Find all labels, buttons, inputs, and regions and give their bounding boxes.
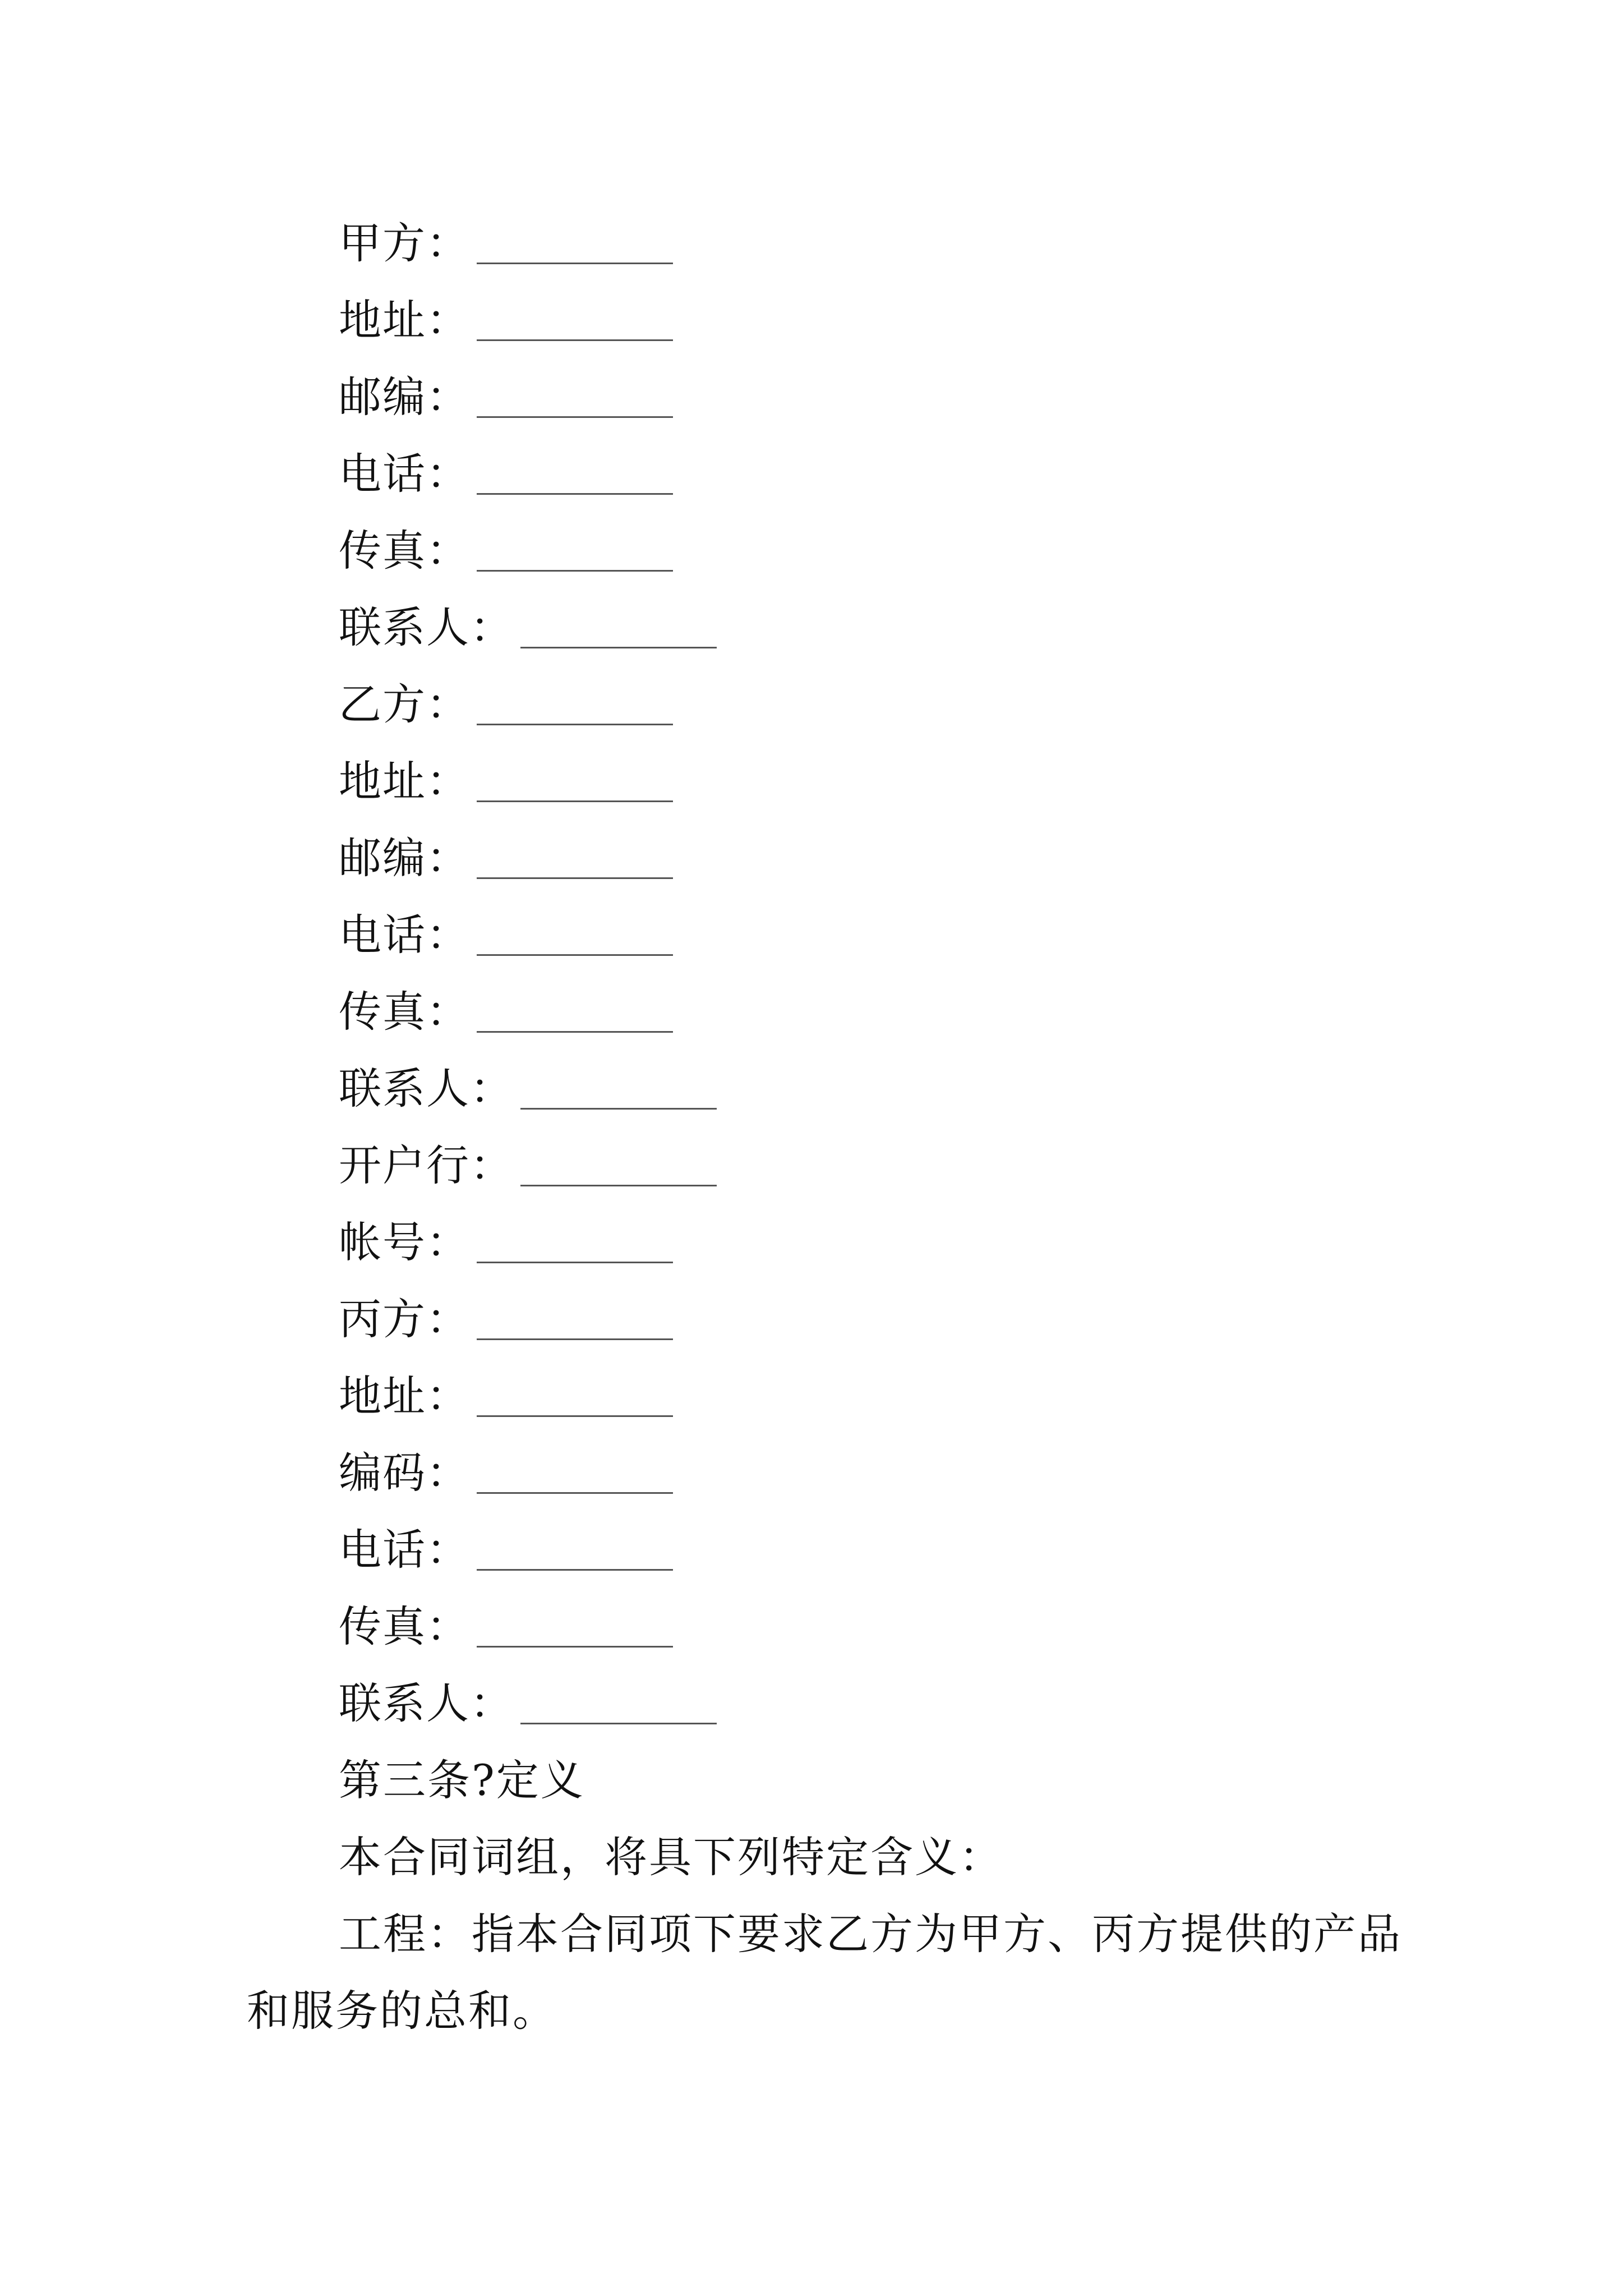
definition-text-line-2: 和服务的总和。 bbox=[247, 1986, 557, 2036]
field-label: 联系人： bbox=[339, 1678, 514, 1728]
blank-line bbox=[477, 1492, 673, 1494]
blank-line bbox=[477, 416, 673, 418]
definition-intro: 本合同词组，将具下列特定含义： bbox=[339, 1832, 1003, 1882]
field-label: 甲方： bbox=[339, 218, 470, 268]
field-label: 地址： bbox=[339, 1371, 470, 1421]
party-b-address-field bbox=[247, 743, 1380, 820]
blank-line bbox=[520, 1108, 717, 1110]
party-a-address-field bbox=[247, 282, 1380, 358]
blank-line bbox=[477, 877, 673, 879]
blank-line bbox=[477, 724, 673, 725]
field-label: 传真： bbox=[339, 526, 470, 576]
party-b-account-field bbox=[247, 1204, 1380, 1281]
blank-line bbox=[477, 954, 673, 956]
field-label: 传真： bbox=[339, 987, 470, 1037]
field-label: 丙方： bbox=[339, 1294, 470, 1344]
party-c-postcode-field bbox=[247, 1434, 1380, 1511]
blank-line bbox=[477, 263, 673, 264]
contract-content bbox=[247, 205, 1402, 2049]
party-b-field bbox=[247, 666, 1380, 743]
field-label: 邮编： bbox=[339, 372, 470, 422]
field-label: 乙方： bbox=[339, 679, 470, 729]
party-a-phone-field bbox=[247, 435, 1380, 512]
party-a-postcode-field bbox=[247, 358, 1380, 435]
field-label: 地址： bbox=[339, 295, 470, 345]
field-label: 联系人： bbox=[339, 602, 514, 652]
party-b-bank-field bbox=[247, 1127, 1380, 1204]
blank-line bbox=[477, 1569, 673, 1571]
party-c-contact-field bbox=[247, 1665, 1380, 1742]
blank-line bbox=[477, 1262, 673, 1263]
blank-line bbox=[477, 570, 673, 572]
field-label: 地址： bbox=[339, 756, 470, 806]
party-c-address-field bbox=[247, 1358, 1380, 1434]
party-a-contact-field bbox=[247, 589, 1380, 666]
party-b-postcode-field bbox=[247, 820, 1380, 896]
party-a-fax-field bbox=[247, 512, 1380, 589]
party-c-fax-field bbox=[247, 1588, 1380, 1665]
definition-text-line-1: 工程：指本合同项下要求乙方为甲方、丙方提供的产品 bbox=[339, 1909, 1402, 1959]
blank-line bbox=[477, 493, 673, 495]
blank-line bbox=[477, 1415, 673, 1417]
field-label: 电话： bbox=[339, 449, 470, 499]
section-heading: 第三条?定义 bbox=[339, 1755, 585, 1805]
field-label: 联系人： bbox=[339, 1064, 514, 1114]
field-label: 电话： bbox=[339, 1525, 470, 1575]
party-b-phone-field bbox=[247, 896, 1380, 973]
blank-line bbox=[520, 1185, 717, 1186]
field-label: 传真： bbox=[339, 1602, 470, 1651]
party-a-field bbox=[247, 205, 1380, 282]
party-c-field bbox=[247, 1281, 1380, 1358]
field-label: 开户行： bbox=[339, 1140, 514, 1190]
blank-line bbox=[477, 339, 673, 341]
blank-line bbox=[477, 800, 673, 802]
field-label: 电话： bbox=[339, 910, 470, 960]
field-label: 邮编： bbox=[339, 833, 470, 883]
blank-line bbox=[520, 1723, 717, 1724]
party-b-contact-field bbox=[247, 1050, 1380, 1127]
party-b-fax-field bbox=[247, 973, 1380, 1050]
field-label: 帐号： bbox=[339, 1217, 470, 1267]
field-label: 编码： bbox=[339, 1448, 470, 1498]
blank-line bbox=[477, 1031, 673, 1033]
blank-line bbox=[477, 1338, 673, 1340]
party-c-phone-field bbox=[247, 1511, 1380, 1588]
blank-line bbox=[520, 647, 717, 648]
blank-line bbox=[477, 1646, 673, 1648]
